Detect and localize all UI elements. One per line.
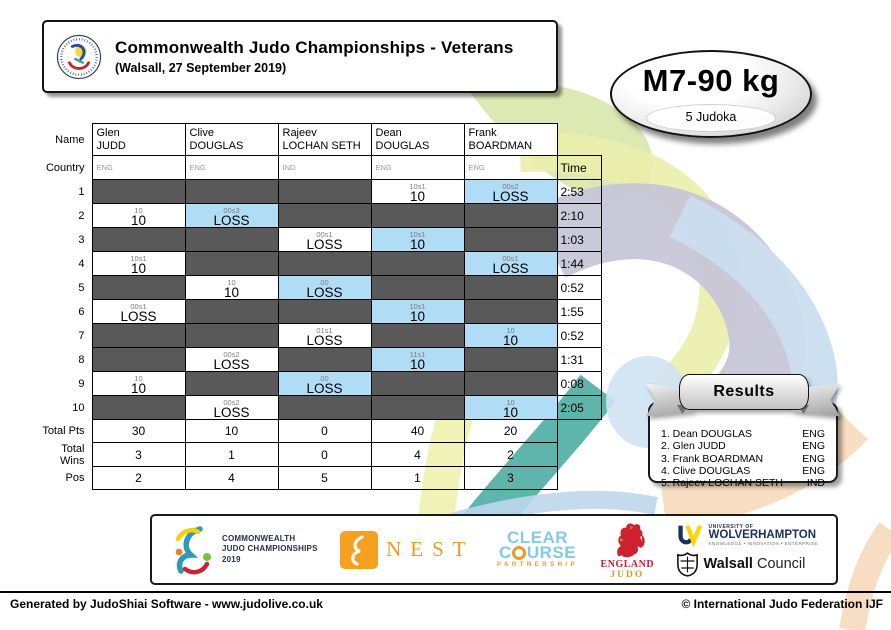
score-tag: 00s1 bbox=[130, 301, 147, 311]
score-tag: 01s1 bbox=[316, 325, 333, 335]
match-cell-empty bbox=[278, 300, 371, 324]
match-cell-empty bbox=[371, 396, 464, 420]
sponsor-logo-strip bbox=[150, 514, 838, 585]
player-first-name: Glen bbox=[96, 126, 120, 139]
score-tag: 00 bbox=[320, 277, 329, 287]
player-first-name: Dean bbox=[375, 126, 402, 139]
round-number: 3 bbox=[78, 233, 85, 246]
clearcourse-urse: URSE bbox=[526, 542, 577, 562]
match-cell-empty bbox=[371, 324, 464, 348]
header-text bbox=[115, 38, 514, 75]
total-points-cell: 40 bbox=[371, 420, 464, 443]
score-tag: 10s1 bbox=[409, 301, 426, 311]
score-value: LOSS bbox=[492, 260, 529, 276]
match-cell-empty bbox=[464, 372, 557, 396]
match-cell bbox=[371, 300, 464, 324]
clearcourse-line2 bbox=[499, 542, 577, 562]
player-name-header bbox=[92, 124, 185, 156]
cjc-swirl-icon bbox=[170, 525, 214, 575]
match-cell bbox=[278, 372, 371, 396]
score-tag: 00s2 bbox=[502, 181, 519, 191]
total-points-cell: 10 bbox=[185, 420, 278, 443]
match-cell-empty bbox=[464, 348, 557, 372]
name-row-label: Name bbox=[55, 133, 85, 146]
results-entry bbox=[661, 477, 825, 489]
player-country: ENG bbox=[92, 156, 185, 180]
player-last-name: DOUGLAS bbox=[189, 139, 244, 152]
total-wins-cell: 0 bbox=[278, 443, 371, 467]
position-cell: 3 bbox=[464, 467, 557, 490]
match-time: 1:31 bbox=[557, 348, 601, 372]
nest-tile-icon bbox=[340, 531, 378, 569]
match-time: 2:53 bbox=[557, 180, 601, 204]
results-entry bbox=[661, 440, 825, 452]
total-wins-cell: 2 bbox=[464, 443, 557, 467]
round-number: 4 bbox=[78, 257, 85, 270]
wolverhampton-walsall-block bbox=[677, 523, 818, 577]
score-value: 10 bbox=[502, 404, 519, 420]
pool-table bbox=[38, 123, 602, 490]
footer-generated-by: Generated by JudoShiai Software - www.judolive.co.uk bbox=[10, 597, 323, 611]
match-cell bbox=[92, 252, 185, 276]
match-time: 0:52 bbox=[557, 276, 601, 300]
total-points-cell: 20 bbox=[464, 420, 557, 443]
match-cell-empty bbox=[371, 276, 464, 300]
match-cell bbox=[371, 228, 464, 252]
match-cell bbox=[185, 276, 278, 300]
match-cell-empty bbox=[371, 372, 464, 396]
header-box bbox=[42, 20, 558, 93]
match-cell-empty bbox=[278, 348, 371, 372]
judoka-count-pill bbox=[646, 104, 776, 132]
match-cell-empty bbox=[185, 324, 278, 348]
match-cell-empty bbox=[278, 204, 371, 228]
total-wins-cell: 4 bbox=[371, 443, 464, 467]
score-tag: 10s1 bbox=[409, 229, 426, 239]
score-value: 10 bbox=[502, 332, 519, 348]
nest-wordmark: NEST bbox=[386, 537, 475, 561]
commonwealth-judo-championships-logo bbox=[170, 525, 318, 575]
round-number: 2 bbox=[78, 209, 85, 222]
score-value: LOSS bbox=[306, 332, 343, 348]
score-value: 10 bbox=[409, 308, 426, 324]
footer-divider bbox=[0, 591, 891, 593]
match-cell-empty bbox=[92, 348, 185, 372]
council-label: Council bbox=[756, 556, 806, 572]
score-value: LOSS bbox=[120, 308, 157, 324]
round-number: 8 bbox=[78, 353, 85, 366]
player-last-name: LOCHAN SETH bbox=[282, 139, 361, 152]
cjc-text bbox=[222, 534, 318, 566]
position-cell: 1 bbox=[371, 467, 464, 490]
round-number: 5 bbox=[78, 281, 85, 294]
match-cell bbox=[278, 276, 371, 300]
results-entry-name: 4. Clive DOUGLAS bbox=[661, 464, 751, 477]
weight-category-label: M7-90 kg bbox=[642, 63, 780, 98]
player-name-header bbox=[185, 124, 278, 156]
position-cell: 5 bbox=[278, 467, 371, 490]
score-tag: 00s2 bbox=[223, 349, 240, 359]
walsall-crest-icon bbox=[677, 552, 698, 577]
match-cell bbox=[92, 300, 185, 324]
score-tag: 00s3 bbox=[223, 205, 240, 215]
compass-o-icon bbox=[512, 546, 526, 560]
match-cell-empty bbox=[464, 300, 557, 324]
player-country: ENG bbox=[371, 156, 464, 180]
page-title: Commonwealth Judo Championships - Veterans bbox=[115, 38, 514, 57]
match-cell bbox=[92, 204, 185, 228]
score-value: 10 bbox=[409, 236, 426, 252]
match-cell bbox=[185, 348, 278, 372]
match-cell bbox=[278, 228, 371, 252]
results-entry bbox=[661, 428, 825, 440]
score-tag: 10 bbox=[506, 397, 515, 407]
match-cell bbox=[185, 396, 278, 420]
score-value: LOSS bbox=[306, 380, 343, 396]
commonwealth-judo-association-logo bbox=[56, 34, 102, 80]
spacer-cell bbox=[557, 467, 601, 490]
clearcourse-c: C bbox=[499, 542, 512, 562]
results-entry-country: ENG bbox=[802, 428, 825, 440]
results-ribbon bbox=[646, 374, 840, 422]
wolverhampton-text bbox=[709, 524, 818, 546]
score-tag: 10 bbox=[134, 373, 143, 383]
score-tag: 00s2 bbox=[223, 397, 240, 407]
score-value: LOSS bbox=[306, 284, 343, 300]
score-value: LOSS bbox=[492, 188, 529, 204]
total-points-cell: 0 bbox=[278, 420, 371, 443]
results-entry bbox=[661, 465, 825, 477]
match-cell bbox=[278, 324, 371, 348]
score-tag: 10 bbox=[134, 205, 143, 215]
total-points-cell: 30 bbox=[92, 420, 185, 443]
player-last-name: BOARDMAN bbox=[468, 139, 533, 152]
player-first-name: Frank bbox=[468, 126, 497, 139]
match-cell-empty bbox=[371, 204, 464, 228]
match-cell bbox=[371, 180, 464, 204]
match-cell-empty bbox=[278, 396, 371, 420]
score-tag: 11s1 bbox=[409, 349, 426, 359]
player-country: ENG bbox=[464, 156, 557, 180]
match-cell-empty bbox=[92, 228, 185, 252]
england-judo-lion-icon bbox=[609, 520, 645, 558]
wolverhampton-label: WOLVERHAMPTON bbox=[708, 528, 817, 541]
match-time: 1:55 bbox=[557, 300, 601, 324]
match-cell-empty bbox=[464, 228, 557, 252]
results-title: Results bbox=[713, 383, 775, 400]
player-first-name: Rajeev bbox=[282, 126, 317, 139]
results-entry-country: ENG bbox=[802, 464, 825, 477]
score-value: LOSS bbox=[213, 212, 250, 228]
match-cell-empty bbox=[92, 396, 185, 420]
walsall-council-logo bbox=[677, 552, 818, 577]
event-location-date: (Walsall, 27 September 2019) bbox=[115, 61, 287, 75]
match-cell bbox=[464, 252, 557, 276]
match-cell-empty bbox=[464, 276, 557, 300]
match-cell bbox=[464, 396, 557, 420]
score-value: 10 bbox=[409, 356, 426, 372]
player-last-name: DOUGLAS bbox=[375, 139, 430, 152]
wolverhampton-tagline: KNOWLEDGE • INNOVATION • ENTERPRISE bbox=[708, 540, 818, 546]
match-cell-empty bbox=[185, 228, 278, 252]
match-cell-empty bbox=[185, 180, 278, 204]
match-time: 2:05 bbox=[557, 396, 601, 420]
match-time: 1:44 bbox=[557, 252, 601, 276]
cjc-line2: JUDO CHAMPIONSHIPS bbox=[222, 544, 318, 554]
judoka-count: 5 Judoka bbox=[685, 110, 737, 124]
round-number: 1 bbox=[78, 185, 85, 198]
round-number: 6 bbox=[78, 305, 85, 318]
results-entry-name: 1. Dean DOUGLAS bbox=[661, 428, 753, 440]
match-cell bbox=[464, 324, 557, 348]
results-entry bbox=[661, 453, 825, 465]
wolverhampton-uv-icon bbox=[677, 523, 703, 547]
england-label: ENGLAND bbox=[600, 558, 655, 570]
match-cell bbox=[185, 204, 278, 228]
results-entry-name: 5. Rajeev LOCHAN SETH bbox=[661, 477, 783, 490]
judo-label: JUDO bbox=[610, 569, 645, 580]
score-value: LOSS bbox=[213, 356, 250, 372]
score-tag: 10s1 bbox=[409, 181, 426, 191]
country-row-label: Country bbox=[45, 161, 85, 174]
score-tag: 00s1 bbox=[502, 253, 519, 263]
match-time: 1:03 bbox=[557, 228, 601, 252]
nest-logo bbox=[340, 531, 475, 569]
score-value: 10 bbox=[223, 284, 240, 300]
score-value: 10 bbox=[130, 380, 147, 396]
university-of-wolverhampton-logo bbox=[677, 523, 818, 547]
round-number: 7 bbox=[78, 329, 85, 342]
weight-category-badge bbox=[610, 50, 812, 138]
results-entry-country: ENG bbox=[802, 452, 825, 465]
match-time: 0:08 bbox=[557, 372, 601, 396]
match-cell-empty bbox=[464, 204, 557, 228]
player-last-name: JUDD bbox=[96, 139, 126, 152]
match-cell-empty bbox=[371, 252, 464, 276]
player-first-name: Clive bbox=[189, 126, 214, 139]
results-ribbon-banner bbox=[679, 374, 809, 410]
clearcourse-partnership: PARTNERSHIP bbox=[497, 562, 579, 568]
player-name-header bbox=[278, 124, 371, 156]
spacer-cell bbox=[557, 420, 601, 443]
score-tag: 10 bbox=[227, 277, 236, 287]
match-cell-empty bbox=[278, 252, 371, 276]
match-time: 2:10 bbox=[557, 204, 601, 228]
match-cell bbox=[464, 180, 557, 204]
total-wins-cell: 3 bbox=[92, 443, 185, 467]
position-cell: 2 bbox=[92, 467, 185, 490]
match-cell-empty bbox=[92, 276, 185, 300]
round-number: 9 bbox=[78, 377, 85, 390]
match-cell-empty bbox=[92, 324, 185, 348]
spacer-cell bbox=[557, 443, 601, 467]
cjc-line1: COMMONWEALTH bbox=[222, 533, 296, 543]
total-points-label: Total Pts bbox=[42, 425, 85, 437]
score-value: 10 bbox=[130, 260, 147, 276]
results-entry-name: 2. Glen JUDD bbox=[661, 440, 726, 453]
clearcourse-line1: CLEAR bbox=[507, 528, 569, 547]
match-cell-empty bbox=[185, 300, 278, 324]
position-cell: 4 bbox=[185, 467, 278, 490]
footer-copyright: © International Judo Federation IJF bbox=[681, 597, 883, 611]
england-judo-logo bbox=[601, 520, 655, 580]
player-country: IND bbox=[278, 156, 371, 180]
university-of-label: UNIVERSITY OF bbox=[708, 523, 754, 530]
match-cell bbox=[371, 348, 464, 372]
score-tag: 00s1 bbox=[316, 229, 333, 239]
cjc-line3: 2019 bbox=[222, 554, 241, 564]
player-name-header bbox=[464, 124, 557, 156]
score-value: 10 bbox=[409, 188, 426, 204]
results-entry-country: ENG bbox=[802, 440, 825, 453]
match-cell-empty bbox=[92, 180, 185, 204]
match-time: 0:52 bbox=[557, 324, 601, 348]
score-tag: 10 bbox=[506, 325, 515, 335]
score-value: 10 bbox=[130, 212, 147, 228]
time-column-header: Time bbox=[557, 156, 601, 180]
position-label: Pos bbox=[65, 472, 85, 484]
match-cell-empty bbox=[185, 252, 278, 276]
score-value: LOSS bbox=[306, 236, 343, 252]
match-cell-empty bbox=[278, 180, 371, 204]
score-value: LOSS bbox=[213, 404, 250, 420]
player-name-header bbox=[371, 124, 464, 156]
player-country: ENG bbox=[185, 156, 278, 180]
score-tag: 10s1 bbox=[130, 253, 147, 263]
score-tag: 00 bbox=[320, 373, 329, 383]
round-number: 10 bbox=[72, 401, 85, 414]
clearcourse-logo bbox=[497, 528, 579, 568]
results-entry-country: IND bbox=[806, 477, 825, 490]
total-wins-cell: 1 bbox=[185, 443, 278, 467]
results-entry-name: 3. Frank BOARDMAN bbox=[661, 452, 764, 465]
walsall-label: Walsall bbox=[703, 556, 753, 572]
spacer-cell bbox=[557, 124, 601, 156]
match-cell bbox=[92, 372, 185, 396]
match-cell-empty bbox=[185, 372, 278, 396]
total-wins-label: Total Wins bbox=[60, 442, 85, 467]
